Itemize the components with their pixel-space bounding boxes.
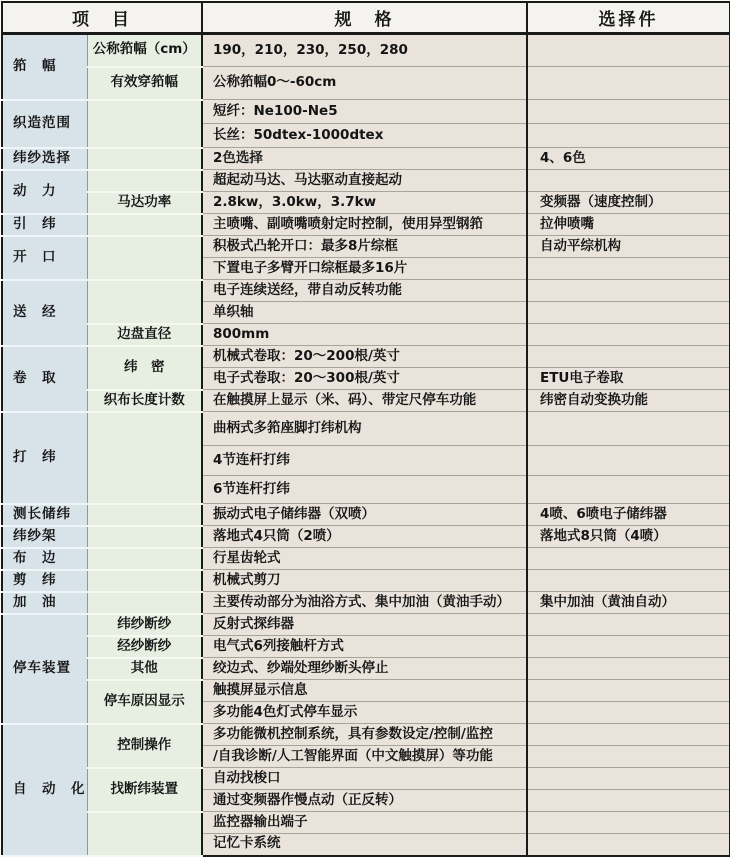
option-cell bbox=[527, 636, 730, 658]
spec-cell: 积极式凸轮开口：最多8片综框 bbox=[202, 236, 527, 258]
spec-cell: 2.8kw，3.0kw，3.7kw bbox=[202, 192, 527, 214]
subitem-cell bbox=[87, 548, 202, 570]
spec-cell: 电气式6列接触杆方式 bbox=[202, 636, 527, 658]
table-row bbox=[2, 548, 730, 570]
spec-cell: 监控器输出端子 bbox=[202, 812, 527, 834]
spec-cell: 通过变频器作慢点动（正反转） bbox=[202, 790, 527, 812]
table-row bbox=[2, 192, 730, 214]
header-row bbox=[2, 2, 730, 34]
table-row bbox=[2, 34, 730, 67]
table-row bbox=[2, 412, 730, 446]
spec-cell: 800mm bbox=[202, 324, 527, 346]
spec-cell: 行星齿轮式 bbox=[202, 548, 527, 570]
category-cell: 卷 取 bbox=[2, 346, 87, 412]
subitem-cell: 经纱断纱 bbox=[87, 636, 202, 658]
spec-cell: 反射式探纬器 bbox=[202, 614, 527, 636]
subitem-cell bbox=[87, 570, 202, 592]
option-cell bbox=[527, 702, 730, 724]
table-row bbox=[2, 148, 730, 170]
spec-cell: 曲柄式多筘座脚打纬机构 bbox=[202, 412, 527, 446]
subitem-cell bbox=[87, 526, 202, 548]
category-cell: 自 动 化 bbox=[2, 724, 87, 856]
category-cell: 停车装置 bbox=[2, 614, 87, 724]
table-row bbox=[2, 768, 730, 790]
option-cell bbox=[527, 302, 730, 324]
spec-cell: 触摸屏显示信息 bbox=[202, 680, 527, 702]
subitem-cell bbox=[87, 592, 202, 614]
spec-cell: 振动式电子储纬器（双喷） bbox=[202, 504, 527, 526]
subitem-cell bbox=[87, 100, 202, 148]
option-cell bbox=[527, 67, 730, 100]
category-cell: 引 纬 bbox=[2, 214, 87, 236]
subitem-cell: 马达功率 bbox=[87, 192, 202, 214]
table-row bbox=[2, 592, 730, 614]
spec-cell: 190，210，230，250，280 bbox=[202, 34, 527, 67]
option-cell bbox=[527, 570, 730, 592]
table-row bbox=[2, 390, 730, 412]
spec-cell: 机械式剪刀 bbox=[202, 570, 527, 592]
subitem-cell: 停车原因显示 bbox=[87, 680, 202, 724]
option-cell bbox=[527, 124, 730, 148]
category-cell: 纬纱选择 bbox=[2, 148, 87, 170]
category-cell: 筘 幅 bbox=[2, 34, 87, 100]
subitem-cell: 纬 密 bbox=[87, 346, 202, 390]
table-row bbox=[2, 812, 730, 834]
table-row bbox=[2, 324, 730, 346]
option-cell: 4喷、6喷电子储纬器 bbox=[527, 504, 730, 526]
table-row bbox=[2, 100, 730, 124]
subitem-cell bbox=[87, 236, 202, 280]
option-cell bbox=[527, 100, 730, 124]
spec-cell: 单织轴 bbox=[202, 302, 527, 324]
option-cell bbox=[527, 812, 730, 834]
column-header-spec: 规 格 bbox=[202, 2, 527, 34]
subitem-cell bbox=[87, 504, 202, 526]
subitem-cell bbox=[87, 170, 202, 192]
column-header-item: 项 目 bbox=[2, 2, 202, 34]
column-header-options: 选择件 bbox=[527, 2, 730, 34]
spec-cell: 记忆卡系统 bbox=[202, 834, 527, 856]
subitem-cell: 织布长度计数 bbox=[87, 390, 202, 412]
table-row bbox=[2, 504, 730, 526]
option-cell: 集中加油（黄油自动） bbox=[527, 592, 730, 614]
table-row bbox=[2, 236, 730, 258]
option-cell bbox=[527, 412, 730, 446]
subitem-cell bbox=[87, 148, 202, 170]
option-cell bbox=[527, 548, 730, 570]
spec-cell: 机械式卷取：20～200根/英寸 bbox=[202, 346, 527, 368]
subitem-cell: 边盘直径 bbox=[87, 324, 202, 346]
option-cell bbox=[527, 170, 730, 192]
option-cell bbox=[527, 258, 730, 280]
option-cell: 落地式8只筒（4喷） bbox=[527, 526, 730, 548]
spec-cell: 下置电子多臂开口综框最多16片 bbox=[202, 258, 527, 280]
option-cell: 自动平综机构 bbox=[527, 236, 730, 258]
option-cell bbox=[527, 724, 730, 746]
spec-cell: /自我诊断/人工智能界面（中文触摸屏）等功能 bbox=[202, 746, 527, 768]
subitem-cell: 公称筘幅（cm） bbox=[87, 34, 202, 67]
category-cell: 布 边 bbox=[2, 548, 87, 570]
table-row bbox=[2, 346, 730, 368]
subitem-cell bbox=[87, 214, 202, 236]
spec-cell: 长丝：50dtex-1000dtex bbox=[202, 124, 527, 148]
subitem-cell bbox=[87, 412, 202, 504]
option-cell bbox=[527, 834, 730, 856]
option-cell: 纬密自动变换功能 bbox=[527, 390, 730, 412]
option-cell: 4、6色 bbox=[527, 148, 730, 170]
option-cell: 拉伸喷嘴 bbox=[527, 214, 730, 236]
table-row bbox=[2, 570, 730, 592]
table-row bbox=[2, 67, 730, 100]
option-cell bbox=[527, 34, 730, 67]
category-cell: 动 力 bbox=[2, 170, 87, 214]
spec-cell: 电子式卷取：20～300根/英寸 bbox=[202, 368, 527, 390]
table-row bbox=[2, 280, 730, 302]
option-cell bbox=[527, 280, 730, 302]
category-cell: 测长储纬 bbox=[2, 504, 87, 526]
table-row bbox=[2, 526, 730, 548]
table-row bbox=[2, 214, 730, 236]
option-cell bbox=[527, 614, 730, 636]
option-cell bbox=[527, 658, 730, 680]
option-cell bbox=[527, 680, 730, 702]
spec-cell: 6节连杆打纬 bbox=[202, 476, 527, 504]
spec-cell: 落地式4只筒（2喷） bbox=[202, 526, 527, 548]
subitem-cell: 其他 bbox=[87, 658, 202, 680]
spec-cell: 多功能4色灯式停车显示 bbox=[202, 702, 527, 724]
option-cell bbox=[527, 790, 730, 812]
spec-cell: 主要传动部分为油浴方式、集中加油（黄油手动） bbox=[202, 592, 527, 614]
spec-cell: 在触摸屏上显示（米、码）、带定尺停车功能 bbox=[202, 390, 527, 412]
category-cell: 送 经 bbox=[2, 280, 87, 346]
option-cell bbox=[527, 476, 730, 504]
table-row bbox=[2, 724, 730, 746]
subitem-cell: 找断纬装置 bbox=[87, 768, 202, 812]
subitem-cell: 有效穿筘幅 bbox=[87, 67, 202, 100]
spec-cell: 电子连续送经，带自动反转功能 bbox=[202, 280, 527, 302]
option-cell bbox=[527, 324, 730, 346]
subitem-cell bbox=[87, 280, 202, 324]
category-cell: 打 纬 bbox=[2, 412, 87, 504]
subitem-cell: 纬纱断纱 bbox=[87, 614, 202, 636]
category-cell: 剪 纬 bbox=[2, 570, 87, 592]
subitem-cell bbox=[87, 812, 202, 856]
table-row bbox=[2, 658, 730, 680]
category-cell: 纬纱架 bbox=[2, 526, 87, 548]
spec-cell: 公称筘幅0～-60cm bbox=[202, 67, 527, 100]
spec-cell: 短纤：Ne100-Ne5 bbox=[202, 100, 527, 124]
table-row bbox=[2, 614, 730, 636]
category-cell: 加 油 bbox=[2, 592, 87, 614]
option-cell bbox=[527, 346, 730, 368]
spec-cell: 主喷嘴、副喷嘴喷射定时控制，使用异型钢筘 bbox=[202, 214, 527, 236]
subitem-cell: 控制操作 bbox=[87, 724, 202, 768]
spec-cell: 超起动马达、马达驱动直接起动 bbox=[202, 170, 527, 192]
category-cell: 织造范围 bbox=[2, 100, 87, 148]
option-cell bbox=[527, 446, 730, 476]
spec-cell: 多功能微机控制系统，具有参数设定/控制/监控 bbox=[202, 724, 527, 746]
option-cell bbox=[527, 768, 730, 790]
option-cell bbox=[527, 746, 730, 768]
category-cell: 开 口 bbox=[2, 236, 87, 280]
spec-cell: 自动找梭口 bbox=[202, 768, 527, 790]
option-cell: ETU电子卷取 bbox=[527, 368, 730, 390]
spec-cell: 绞边式、纱端处理纱断头停止 bbox=[202, 658, 527, 680]
spec-cell: 2色选择 bbox=[202, 148, 527, 170]
table-row bbox=[2, 170, 730, 192]
table-row bbox=[2, 636, 730, 658]
table-row bbox=[2, 680, 730, 702]
spec-cell: 4节连杆打纬 bbox=[202, 446, 527, 476]
loom-specification-table bbox=[1, 1, 730, 857]
option-cell: 变频器（速度控制） bbox=[527, 192, 730, 214]
